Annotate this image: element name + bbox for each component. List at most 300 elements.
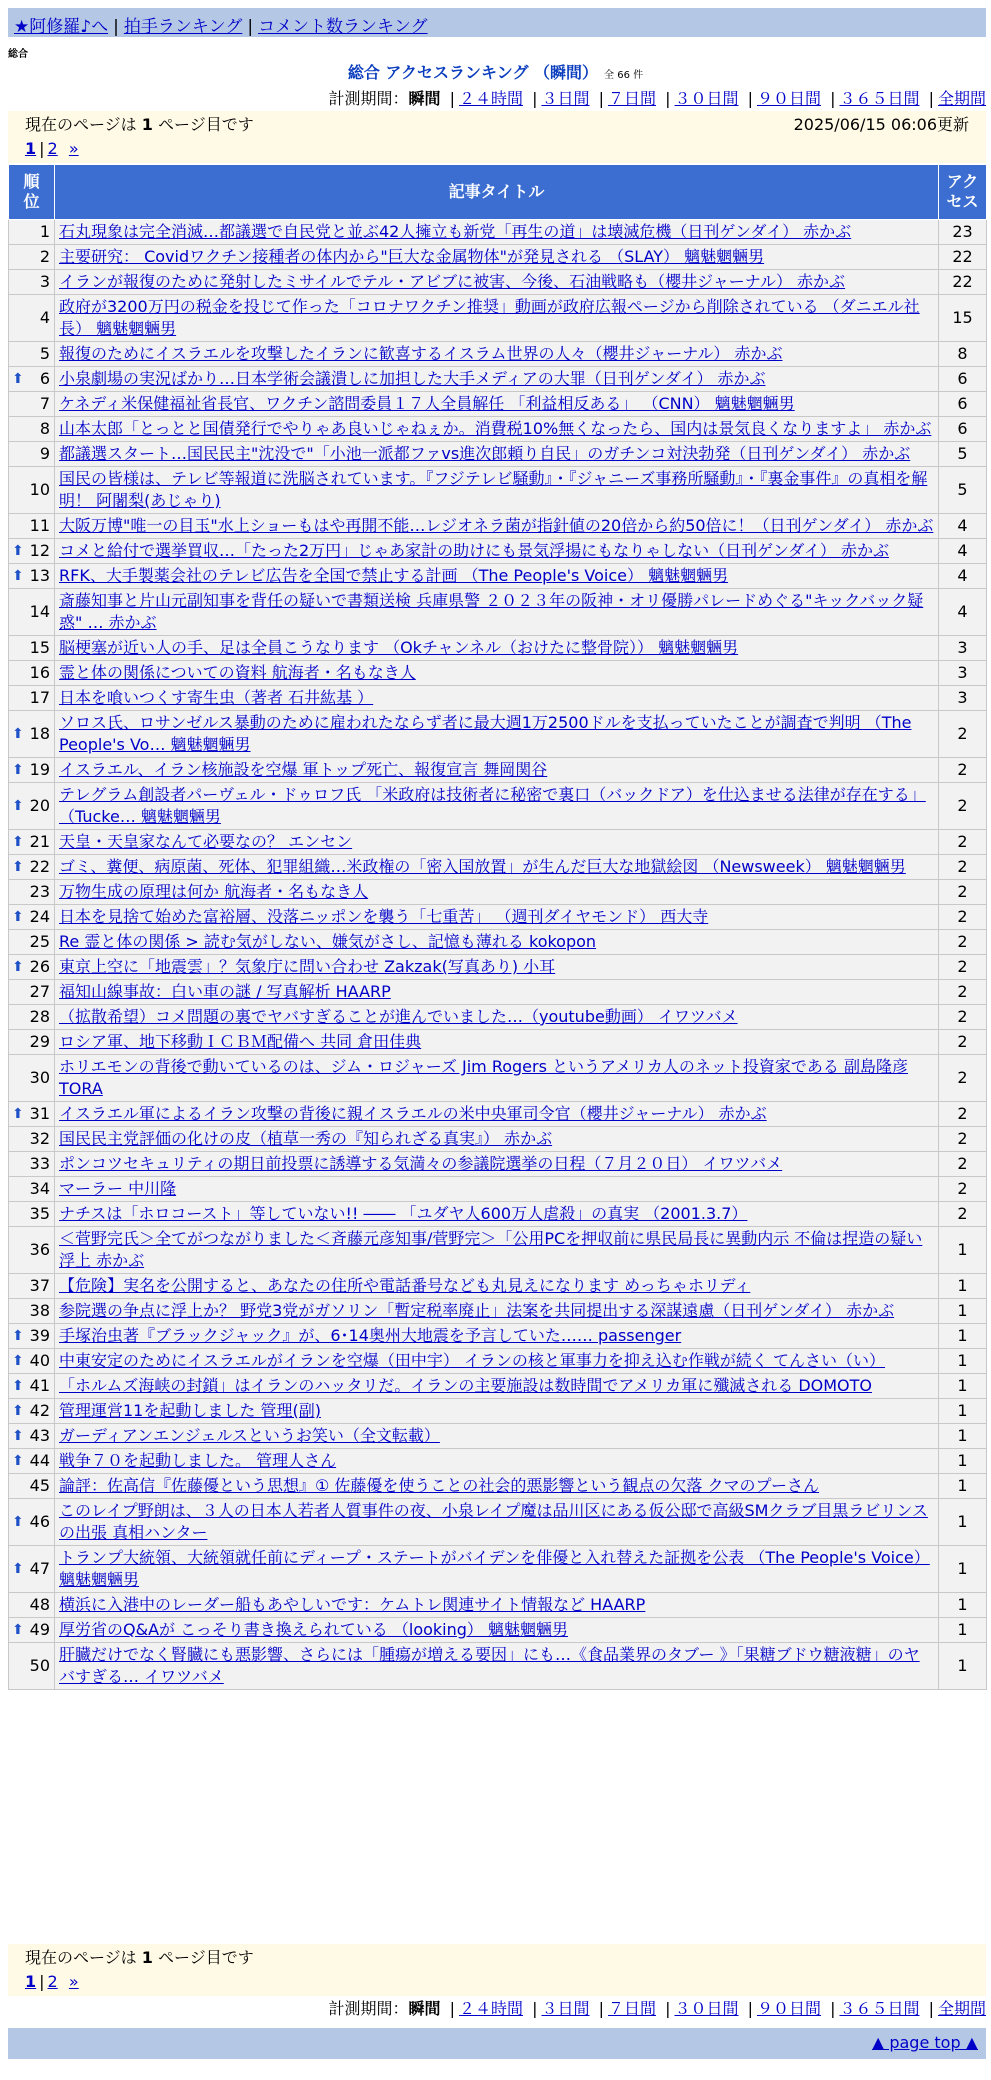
rank-number: 45: [29, 1476, 50, 1495]
rank-cell: [9, 1618, 55, 1643]
period-30d-link[interactable]: ３０日間: [674, 1999, 739, 2018]
access-count: 4: [939, 539, 987, 564]
access-count: 2: [939, 1202, 987, 1227]
rank-number: 50: [29, 1656, 50, 1675]
page-1-link[interactable]: 1: [25, 1972, 37, 1991]
rank-cell: [9, 295, 55, 342]
rank-number: 16: [29, 663, 50, 682]
table-row: [9, 1349, 987, 1374]
access-count: 1: [939, 1499, 987, 1546]
comment-ranking-link[interactable]: コメント数ランキング: [258, 17, 428, 37]
rank-cell: [9, 514, 55, 539]
rank-number: 22: [29, 857, 50, 876]
article-link[interactable]: トランプ大統領、大統領就任前にディープ・ステートがバイデンを俳優と入れ替えた証拠を公表 （The People's Voice） 魑魅魍魎男: [59, 1548, 930, 1589]
rank-number: 35: [29, 1204, 50, 1223]
table-row: [9, 1593, 987, 1618]
title-cell: [55, 467, 939, 514]
access-count: 2: [939, 711, 987, 758]
table-row: [9, 1424, 987, 1449]
title-cell: [55, 1374, 939, 1399]
rank-number: 29: [29, 1032, 50, 1051]
access-count: 2: [939, 955, 987, 980]
access-count: 2: [939, 855, 987, 880]
rank-cell: [9, 1349, 55, 1374]
article-link[interactable]: ナチスは「ホロコースト」等していない!! ―― 「ユダヤ人600万人虐殺」の真実 （2001.3.7）: [59, 1204, 748, 1223]
title-cell: [55, 686, 939, 711]
title-cell: [55, 564, 939, 589]
rank-number: 49: [29, 1620, 50, 1639]
period-all-link[interactable]: 全期間: [937, 1999, 986, 2018]
next-page-link[interactable]: »: [68, 139, 79, 158]
home-link[interactable]: ★阿修羅♪へ: [14, 17, 109, 37]
rank-number: 11: [29, 516, 50, 535]
access-count: 1: [939, 1399, 987, 1424]
page-top-link[interactable]: ▲ page top ▲: [871, 2033, 978, 2052]
rank-cell: [9, 417, 55, 442]
article-link[interactable]: Re 霊と体の関係 > 読む気がしない、嫌気がさし、記憶も薄れる kokopon: [59, 932, 597, 951]
rank-cell: [9, 1643, 55, 1690]
rank-cell: [9, 270, 55, 295]
rank-cell: [9, 1546, 55, 1593]
rank-number: 43: [29, 1426, 50, 1445]
article-link[interactable]: 肝臓だけでなく腎臓にも悪影響、さらには「腫瘍が増える要因」にも…《食品業界のタブー 》「果糖ブドウ糖液糖」のヤバすぎる… イワツバメ: [59, 1645, 920, 1686]
article-link[interactable]: 東京上空に「地震雲」？気象庁に問い合わせ Zakzak(写真あり) 小耳: [59, 957, 556, 976]
table-row: [9, 1324, 987, 1349]
rank-cell: [9, 830, 55, 855]
article-link[interactable]: 斎藤知事と片山元副知事を背任の疑いで書類送検 兵庫県警 ２０２３年の阪神・オリ優勝パレードめぐる"キックバック疑惑" … 赤かぶ: [59, 591, 924, 632]
rank-cell: [9, 1102, 55, 1127]
access-count: 1: [939, 1274, 987, 1299]
total-count: 全 66 件: [604, 70, 644, 81]
access-count: 2: [939, 930, 987, 955]
table-row: [9, 1202, 987, 1227]
table-row: [9, 1474, 987, 1499]
up-arrow-icon: ⬆: [12, 726, 24, 742]
up-arrow-icon: ⬆: [12, 1622, 24, 1638]
rank-cell: [9, 955, 55, 980]
up-arrow-icon: ⬆: [12, 1328, 24, 1344]
rank-cell: [9, 342, 55, 367]
rank-cell: [9, 930, 55, 955]
title-cell: [55, 1618, 939, 1643]
rank-cell: [9, 367, 55, 392]
access-count: 2: [939, 1152, 987, 1177]
access-count: 1: [939, 1474, 987, 1499]
rank-number: 33: [29, 1154, 50, 1173]
rank-number: 13: [29, 566, 50, 585]
rank-number: 24: [29, 907, 50, 926]
article-link[interactable]: 都議選スタート…国民民主"沈没で"「小池一派都ファvs進次郎頼り自民」のガチンコ対決勃発（日刊ゲンダイ） 赤かぶ: [59, 444, 911, 463]
title-cell: [55, 1593, 939, 1618]
article-link[interactable]: 手塚治虫著『ブラックジャック』が、6･14奥州大地震を予言していた…… passenger: [59, 1326, 682, 1345]
table-row: [9, 905, 987, 930]
rank-cell: [9, 245, 55, 270]
bottom-bar: [8, 2028, 986, 2059]
article-link[interactable]: このレイプ野朗は、３人の日本人若者人質事件の夜、小泉レイプ魔は品川区にある仮公邸で高級SMクラブ目黒ラビリンスの出張 真相ハンター: [59, 1501, 928, 1542]
access-count: 2: [939, 905, 987, 930]
rank-cell: [9, 1127, 55, 1152]
access-count: 1: [939, 1374, 987, 1399]
article-link[interactable]: 中東安定のためにイスラエルがイランを空爆（田中宇） イランの核と軍事力を抑え込む作戦が続く てんさい（い）: [59, 1351, 886, 1370]
table-row: [9, 930, 987, 955]
article-link[interactable]: 主要研究： Covidワクチン接種者の体内から"巨大な金属物体"が発見される （SLAY） 魑魅魍魎男: [59, 247, 765, 266]
access-count: 1: [939, 1299, 987, 1324]
access-count: 1: [939, 1324, 987, 1349]
table-row: [9, 1449, 987, 1474]
article-link[interactable]: 論評：佐高信『佐藤優という思想』① 佐藤優を使うことの社会的悪影響という観点の欠落 クマのプーさん: [59, 1476, 820, 1495]
article-link[interactable]: ポンコツセキュリティの期日前投票に誘導する気満々の参議院選挙の日程（７月２０日） イワツバメ: [59, 1154, 783, 1173]
rank-cell: [9, 1274, 55, 1299]
rank-number: 25: [29, 932, 50, 951]
title-cell: [55, 1474, 939, 1499]
up-arrow-icon: ⬆: [12, 909, 24, 925]
access-count: 4: [939, 589, 987, 636]
access-count: 6: [939, 417, 987, 442]
rank-number: 37: [29, 1276, 50, 1295]
up-arrow-icon: ⬆: [12, 1353, 24, 1369]
up-arrow-icon: ⬆: [12, 959, 24, 975]
period-label: 計測期間：: [328, 1999, 409, 2018]
title-cell: [55, 245, 939, 270]
access-count: 2: [939, 783, 987, 830]
access-count: 3: [939, 686, 987, 711]
title-cell: [55, 1127, 939, 1152]
rank-number: 7: [39, 394, 50, 413]
title-cell: [55, 367, 939, 392]
article-link[interactable]: 横浜に入港中のレーダー船もあやしいです：ケムトレ関連サイト情報など HAARP: [59, 1595, 646, 1614]
section-label: 総合: [8, 49, 28, 60]
rank-cell: [9, 758, 55, 783]
rank-cell: [9, 1055, 55, 1102]
period-365d-link[interactable]: ３６５日間: [839, 89, 920, 108]
article-link[interactable]: マーラー 中川隆: [59, 1179, 177, 1198]
access-count: 2: [939, 830, 987, 855]
title-header: 記事タイトル: [55, 165, 939, 220]
rank-number: 4: [39, 308, 50, 327]
period-90d-link[interactable]: ９０日間: [756, 89, 821, 108]
rank-cell: [9, 1593, 55, 1618]
access-count: 2: [939, 1127, 987, 1152]
rank-number: 46: [29, 1512, 50, 1531]
article-link[interactable]: 大阪万博"唯一の目玉"水上ショーもはや再開不能…レジオネラ菌が指針値の20倍から約50倍に！（日刊ゲンダイ） 赤かぶ: [59, 516, 934, 535]
page-2-link[interactable]: 2: [47, 139, 58, 158]
article-link[interactable]: 「ホルムズ海峡の封鎖」はイランのハッタリだ。イランの主要施設は数時間でアメリカ軍に殲滅される DOMOTO: [59, 1376, 873, 1395]
article-link[interactable]: 小泉劇場の実況ばかり…日本学術会議潰しに加担した大手メディアの大罪（日刊ゲンダイ） 赤かぶ: [59, 369, 766, 388]
table-row: [9, 514, 987, 539]
title-cell: [55, 1152, 939, 1177]
table-row: [9, 758, 987, 783]
title-cell: [55, 270, 939, 295]
access-count: 1: [939, 1449, 987, 1474]
table-row: [9, 467, 987, 514]
period-all-link[interactable]: 全期間: [937, 89, 986, 108]
table-row: [9, 1152, 987, 1177]
table-row: [9, 367, 987, 392]
article-link[interactable]: 参院選の争点に浮上か？ 野党3党がガソリン「暫定税率廃止」法案を共同提出する深謀遠慮（日刊ゲンダイ） 赤かぶ: [59, 1301, 895, 1320]
table-row: [9, 589, 987, 636]
access-count: 2: [939, 880, 987, 905]
title-cell: [55, 1449, 939, 1474]
rank-cell: [9, 783, 55, 830]
up-arrow-icon: ⬆: [12, 568, 24, 584]
article-link[interactable]: イスラエル、イラン核施設を空爆 軍トップ死亡、報復宣言 舞岡関谷: [59, 760, 548, 779]
rank-cell: [9, 1374, 55, 1399]
article-link[interactable]: 万物生成の原理は何か 航海者・名もなき人: [59, 882, 369, 901]
title-cell: [55, 1424, 939, 1449]
title-cell: [55, 220, 939, 245]
up-arrow-icon: ⬆: [12, 1378, 24, 1394]
title-cell: [55, 880, 939, 905]
count-header: アクセス: [939, 165, 987, 220]
rank-cell: [9, 1005, 55, 1030]
article-link[interactable]: 霊と体の関係についての資料 航海者・名もなき人: [59, 663, 416, 682]
article-link[interactable]: 国民民主党評価の化けの皮（植草一秀の『知られざる真実』） 赤かぶ: [59, 1129, 553, 1148]
table-row: [9, 539, 987, 564]
access-count: 4: [939, 514, 987, 539]
title-cell: [55, 930, 939, 955]
rank-number: 44: [29, 1451, 50, 1470]
article-link[interactable]: 日本を喰いつくす寄生虫（著者 石井紘基 ）: [59, 688, 374, 707]
period-24h-link[interactable]: ２４時間: [458, 1999, 523, 2018]
rank-cell: [9, 1449, 55, 1474]
article-link[interactable]: 福知山線事故：白い車の謎 / 写真解析 HAARP: [59, 982, 391, 1001]
rank-number: 30: [29, 1068, 50, 1087]
rank-cell: [9, 1424, 55, 1449]
table-row: [9, 442, 987, 467]
rank-number: 19: [29, 760, 50, 779]
table-row: [9, 417, 987, 442]
table-row: [9, 342, 987, 367]
table-row: [9, 270, 987, 295]
article-link[interactable]: 【危険】実名を公開すると、あなたの住所や電話番号なども丸見えになります めっちゃホリディ: [59, 1276, 751, 1295]
rank-number: 34: [29, 1179, 50, 1198]
page-1-link[interactable]: 1: [25, 139, 37, 158]
access-count: 15: [939, 295, 987, 342]
article-link[interactable]: 政府が3200万円の税金を投じて作った「コロナワクチン推奨」動画が政府広報ページから削除されている （ダニエル社長） 魑魅魍魎男: [59, 297, 920, 338]
rank-number: 3: [39, 272, 50, 291]
rank-cell: [9, 220, 55, 245]
table-row: [9, 1274, 987, 1299]
period-90d-link[interactable]: ９０日間: [756, 1999, 821, 2018]
rank-cell: [9, 539, 55, 564]
page-heading: [0, 60, 991, 83]
title-cell: [55, 1102, 939, 1127]
title-cell: [55, 1299, 939, 1324]
page-2-link[interactable]: 2: [47, 1972, 58, 1991]
rank-number: 15: [29, 638, 50, 657]
article-link[interactable]: ゴミ、糞便、病原菌、死体、犯罪組織…米政権の「密入国放置」が生んだ巨大な地獄絵図 （Newsweek） 魑魅魍魎男: [59, 857, 906, 876]
article-link[interactable]: ソロス氏、ロサンゼルス暴動のために雇われたならず者に最大週1万2500ドルを支払っていたことが調査で判明 （The People's Vo… 魑魅魍魎男: [59, 713, 912, 754]
access-count: 2: [939, 980, 987, 1005]
table-row: [9, 1546, 987, 1593]
rank-number: 2: [39, 247, 50, 266]
rank-cell: [9, 1474, 55, 1499]
rank-cell: [9, 1227, 55, 1274]
up-arrow-icon: ⬆: [12, 834, 24, 850]
article-link[interactable]: コメと給付で選挙買収…「たった2万円」じゃあ家計の助けにも景気浮揚にもなりゃしない（日刊ゲンダイ） 赤かぶ: [59, 541, 889, 560]
article-link[interactable]: 脳梗塞が近い人の手、足は全員こうなります （Okチャンネル（おけたに整骨院）） 魑魅魍魎男: [59, 638, 739, 657]
title-cell: [55, 442, 939, 467]
rank-cell: [9, 686, 55, 711]
rank-number: 38: [29, 1301, 50, 1320]
title-cell: [55, 758, 939, 783]
rank-cell: [9, 1152, 55, 1177]
rank-number: 41: [29, 1376, 50, 1395]
table-row: [9, 686, 987, 711]
up-arrow-icon: ⬆: [12, 543, 24, 559]
access-count: 4: [939, 564, 987, 589]
period-current: 瞬間: [408, 89, 441, 108]
clap-ranking-link[interactable]: 拍手ランキング: [123, 17, 243, 37]
title-cell: [55, 589, 939, 636]
title-cell: [55, 1202, 939, 1227]
period-365d-link[interactable]: ３６５日間: [839, 1999, 920, 2018]
top-nav: [8, 8, 986, 37]
ranking-table: [8, 164, 987, 1690]
article-link[interactable]: 石丸現象は完全消滅…都議選で自民党と並ぶ42人擁立も新党「再生の道」は壊滅危機（日刊ゲンダイ） 赤かぶ: [59, 222, 852, 241]
table-row: [9, 1102, 987, 1127]
rank-number: 39: [29, 1326, 50, 1345]
access-count: 22: [939, 245, 987, 270]
rank-number: 26: [29, 957, 50, 976]
period-30d-link[interactable]: ３０日間: [674, 89, 739, 108]
up-arrow-icon: ⬆: [12, 1514, 24, 1530]
page-title: 総合 アクセスランキング （瞬間）: [347, 63, 599, 82]
article-link[interactable]: ＜菅野完氏＞全てがつながりました＜斉藤元彦知事/菅野完＞「公用PCを押収前に県民局長に異動内示 不倫は捏造の疑い 浮上 赤かぶ: [59, 1229, 923, 1270]
access-count: 2: [939, 758, 987, 783]
period-7d-link[interactable]: ７日間: [607, 89, 656, 108]
title-cell: [55, 905, 939, 930]
page-status: 現在のページは 1 ページ目です: [25, 115, 254, 134]
access-count: 1: [939, 1227, 987, 1274]
access-count: 3: [939, 661, 987, 686]
access-count: 22: [939, 270, 987, 295]
period-3d-link[interactable]: ３日間: [541, 89, 590, 108]
article-link[interactable]: 日本を見捨て始めた富裕層、没落ニッポンを襲う「七重苦」 （週刊ダイヤモンド） 西大寺: [59, 907, 709, 926]
table-row: [9, 564, 987, 589]
rank-cell: [9, 392, 55, 417]
period-selector-bottom: 計測期間：瞬間 | ２４時間 | ３日間 | ７日間 | ３０日間 | ９０日間 | ３６５日間 | 全期間: [328, 1999, 986, 2018]
article-link[interactable]: 報復のためにイスラエルを攻撃したイランに歓喜するイスラム世界の人々（櫻井ジャーナル） 赤かぶ: [59, 344, 783, 363]
period-selector-top: 計測期間：瞬間 | ２４時間 | ３日間 | ７日間 | ３０日間 | ９０日間 | ３６５日間 | 全期間: [328, 89, 986, 108]
rank-cell: [9, 1324, 55, 1349]
article-link[interactable]: ホリエモンの背後で動いているのは、ジム・ロジャーズ Jim Rogers というアメリカ人のネット投資家である 副島隆彦 TORA: [59, 1057, 908, 1098]
up-arrow-icon: ⬆: [12, 1561, 24, 1577]
table-row: [9, 295, 987, 342]
access-count: 1: [939, 1546, 987, 1593]
rank-cell: [9, 1177, 55, 1202]
title-cell: [55, 342, 939, 367]
title-cell: [55, 855, 939, 880]
up-arrow-icon: ⬆: [12, 371, 24, 387]
period-label: 計測期間：: [328, 89, 409, 108]
article-link[interactable]: イスラエル軍によるイラン攻撃の背後に親イスラエルの米中央軍司令官（櫻井ジャーナル） 赤かぶ: [59, 1104, 767, 1123]
table-row: [9, 711, 987, 758]
access-count: 6: [939, 367, 987, 392]
rank-number: 18: [29, 724, 50, 743]
rank-number: 48: [29, 1595, 50, 1614]
article-link[interactable]: 管理運営11を起動しました 管理(副): [59, 1401, 321, 1420]
article-link[interactable]: ケネディ米保健福祉省長官、ワクチン諮問委員１７人全員解任 「利益相反ある」 （CNN） 魑魅魍魎男: [59, 394, 795, 413]
table-row: [9, 220, 987, 245]
table-row: [9, 955, 987, 980]
rank-cell: [9, 1299, 55, 1324]
rank-cell: [9, 1030, 55, 1055]
title-cell: [55, 980, 939, 1005]
up-arrow-icon: ⬆: [12, 1453, 24, 1469]
article-link[interactable]: 戦争７０を起動しました。 管理人さん: [59, 1451, 337, 1470]
rank-number: 8: [39, 419, 50, 438]
table-row: [9, 1399, 987, 1424]
table-row: [9, 980, 987, 1005]
article-link[interactable]: 山本太郎「とっとと国債発行でやりゃあ良いじゃねぇか。消費税10%無くなったら、国内は景気良くなりますよ」 赤かぶ: [59, 419, 932, 438]
period-3d-link[interactable]: ３日間: [541, 1999, 590, 2018]
next-page-link[interactable]: »: [68, 1972, 79, 1991]
rank-cell: [9, 442, 55, 467]
table-row: [9, 880, 987, 905]
title-cell: [55, 955, 939, 980]
period-7d-link[interactable]: ７日間: [607, 1999, 656, 2018]
article-link[interactable]: 天皇・天皇家なんて必要なの？ エンセン: [59, 832, 353, 851]
title-cell: [55, 1177, 939, 1202]
title-cell: [55, 539, 939, 564]
up-arrow-icon: ⬆: [12, 1403, 24, 1419]
table-row: [9, 245, 987, 270]
article-link[interactable]: 厚労省のQ&Aが こっそり書き換えられている （looking） 魑魅魍魎男: [59, 1620, 568, 1639]
access-count: 2: [939, 1102, 987, 1127]
article-link[interactable]: ロシア軍、地下移動ＩＣＢＭ配備へ 共同 倉田佳典: [59, 1032, 422, 1051]
title-cell: [55, 295, 939, 342]
access-count: 23: [939, 220, 987, 245]
article-link[interactable]: テレグラム創設者パーヴェル・ドゥロフ氏 「米政府は技術者に秘密で裏口（バックドア）を仕込ませる法律が存在する」 （Tucke… 魑魅魍魎男: [59, 785, 926, 826]
table-row: [9, 661, 987, 686]
nav-separator: |: [247, 17, 254, 37]
table-row: [9, 392, 987, 417]
title-cell: [55, 830, 939, 855]
rank-cell: [9, 636, 55, 661]
table-header-row: [9, 165, 987, 220]
rank-cell: [9, 661, 55, 686]
article-link[interactable]: 国民の皆様は、テレビ等報道に洗脳されています。『フジテレビ騒動』・『ジャニーズ事務所騒動』・『裏金事件』の真相を解明！ 阿闍梨(あじゃり): [59, 469, 928, 510]
title-cell: [55, 783, 939, 830]
article-link[interactable]: （拡散希望）コメ問題の裏でヤバすぎることが進んでいました…（youtube動画） イワツバメ: [59, 1007, 738, 1026]
access-count: 1: [939, 1424, 987, 1449]
title-cell: [55, 1227, 939, 1274]
page-status: 現在のページは 1 ページ目です: [25, 1948, 254, 1967]
table-row: [9, 1227, 987, 1274]
rank-number: 28: [29, 1007, 50, 1026]
article-link[interactable]: RFK、大手製薬会社のテレビ広告を全国で禁止する計画 （The People's Voice） 魑魅魍魎男: [59, 566, 729, 585]
rank-number: 1: [39, 222, 50, 241]
article-link[interactable]: イランが報復のために発射したミサイルでテル・アビブに被害、今後、石油戦略も（櫻井ジャーナル） 赤かぶ: [59, 272, 846, 291]
table-row: [9, 855, 987, 880]
access-count: 2: [939, 1030, 987, 1055]
access-count: 1: [939, 1593, 987, 1618]
access-count: 3: [939, 636, 987, 661]
access-count: 5: [939, 467, 987, 514]
rank-number: 14: [29, 602, 50, 621]
table-row: [9, 1030, 987, 1055]
period-24h-link[interactable]: ２４時間: [458, 89, 523, 108]
article-link[interactable]: ガーディアンエンジェルスというお笑い（全文転載）: [59, 1426, 440, 1445]
access-count: 2: [939, 1005, 987, 1030]
rank-cell: [9, 1399, 55, 1424]
rank-number: 40: [29, 1351, 50, 1370]
title-cell: [55, 661, 939, 686]
rank-number: 23: [29, 882, 50, 901]
pager: 1 | 2 »: [25, 139, 79, 158]
rank-cell: [9, 980, 55, 1005]
